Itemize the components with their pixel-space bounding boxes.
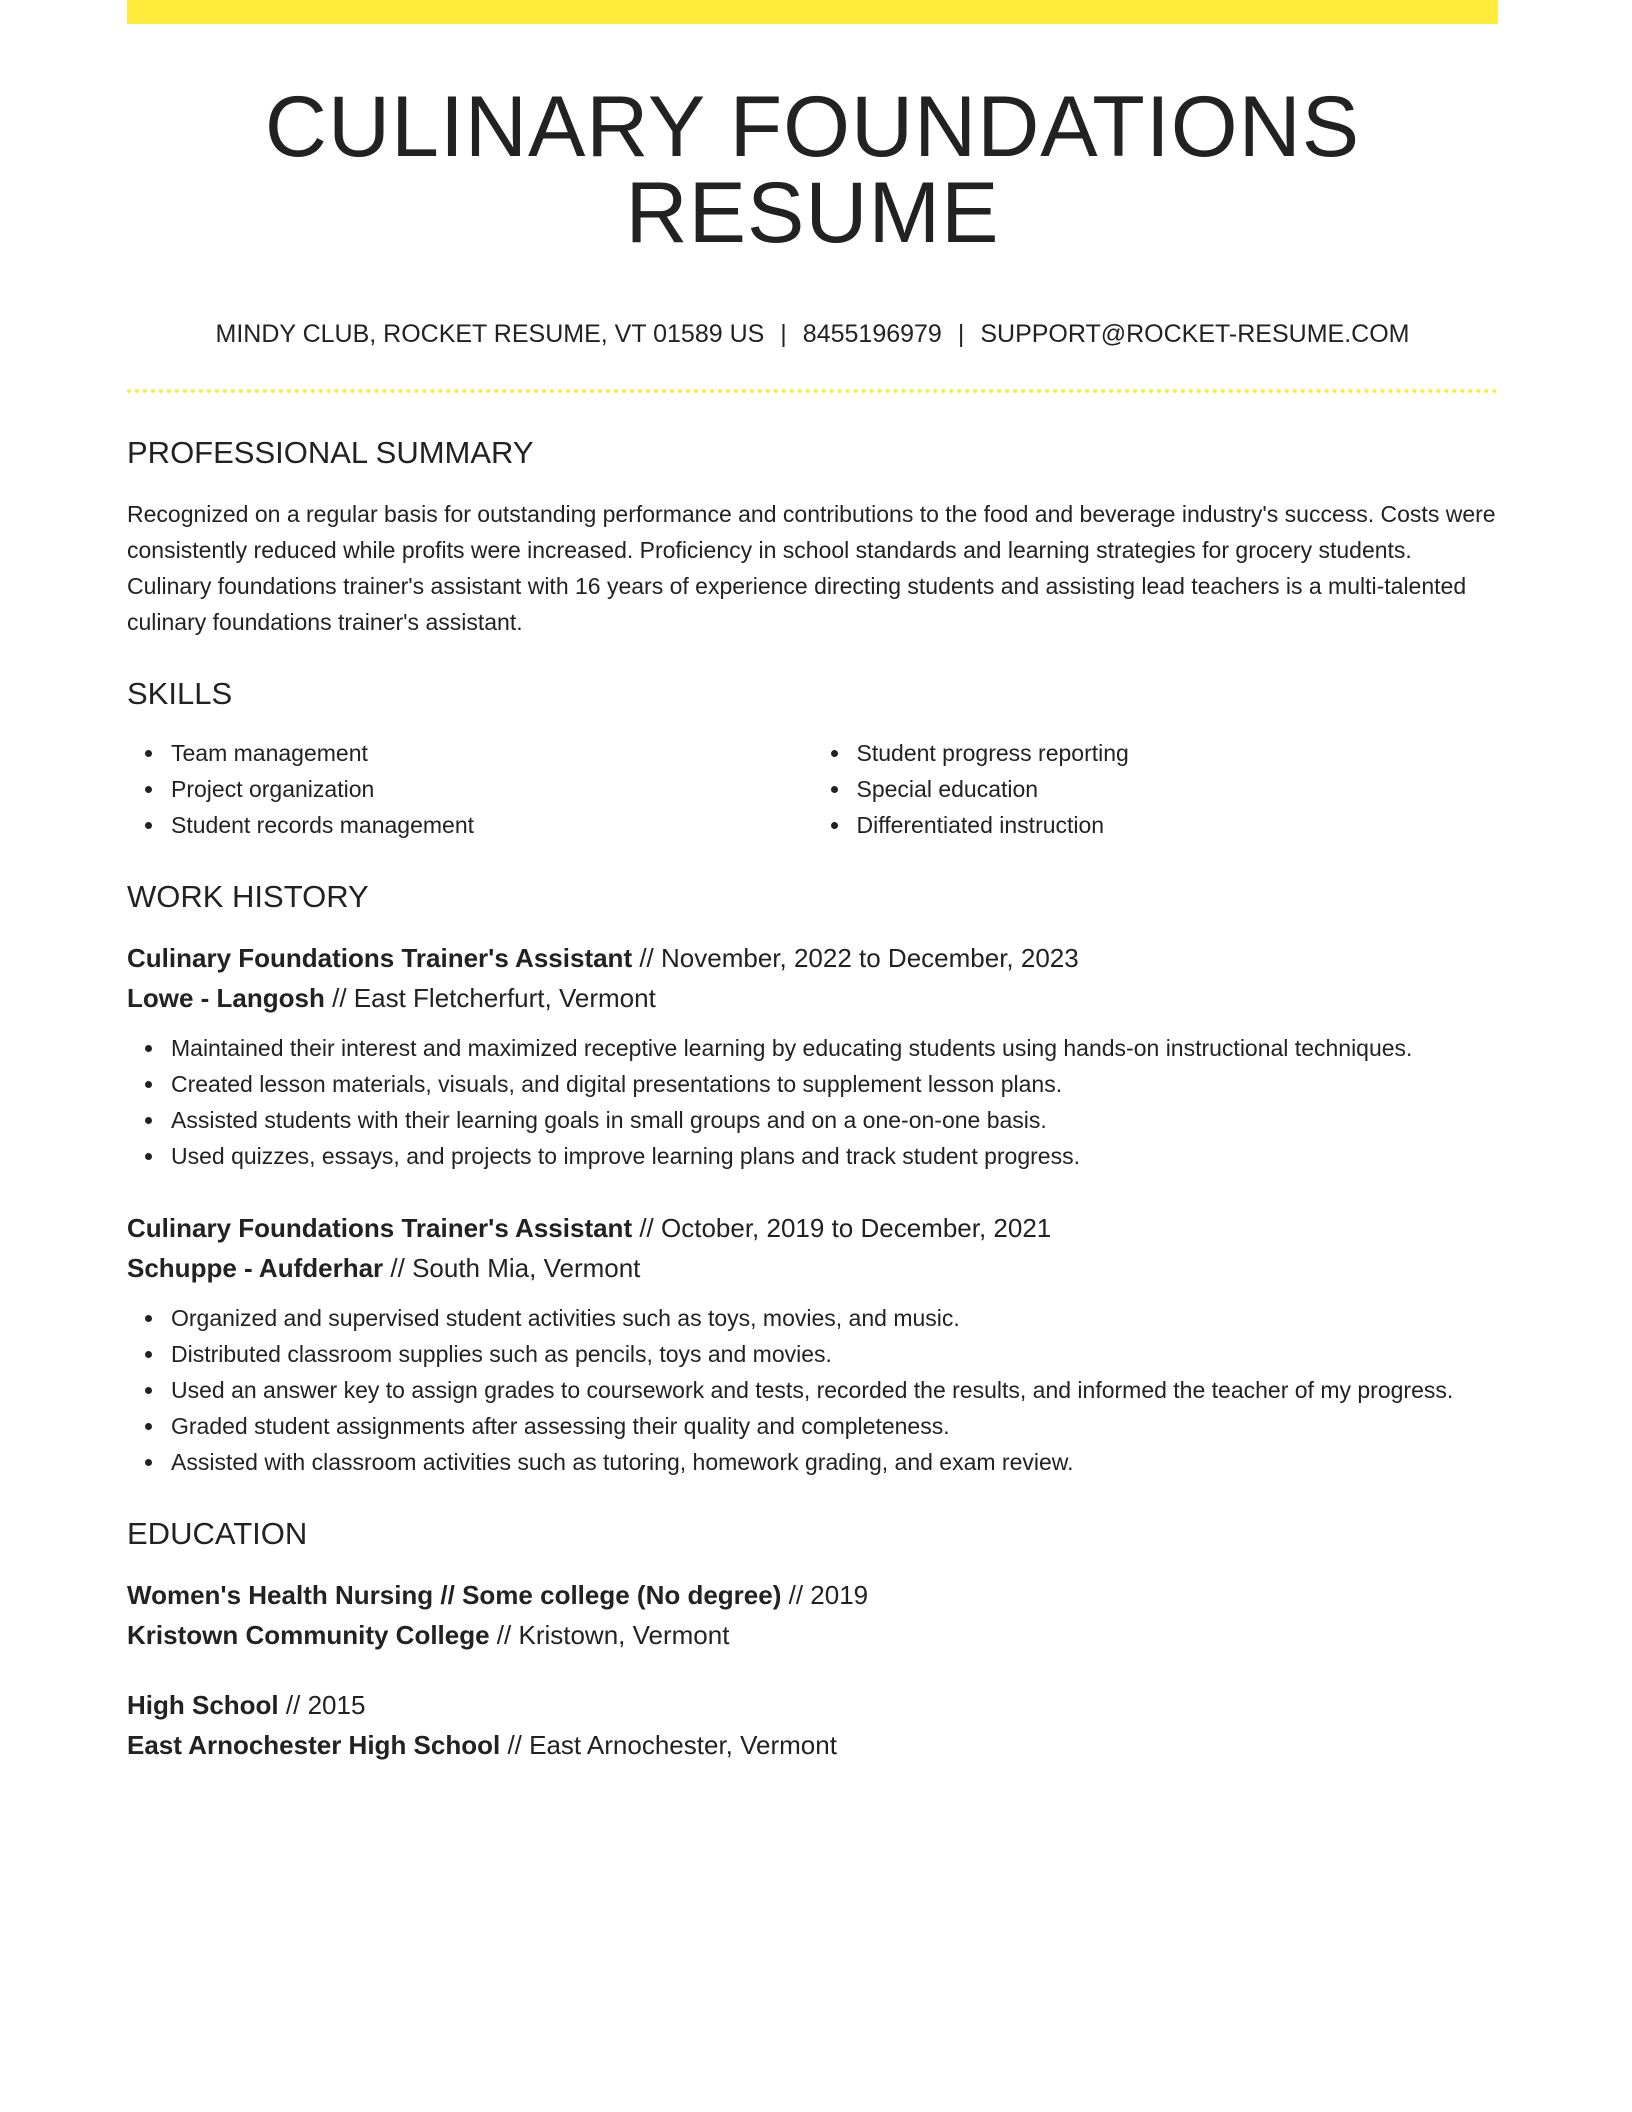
job-bullet: Organized and supervised student activities such as toys, movies, and music. [171,1300,1498,1336]
job-entry [127,1208,1498,1480]
education-school-line [127,1725,1498,1765]
education-school: East Arnochester High School [127,1730,501,1760]
job-dates: // November, 2022 to December, 2023 [632,943,1079,973]
skills-column-right [813,735,1499,843]
job-bullets [127,1300,1498,1480]
skills-heading: SKILLS [127,676,233,711]
job-bullet: Used an answer key to assign grades to coursework and tests, recorded the results, and informed the teacher of my progress. [171,1372,1498,1408]
job-location: // East Fletcherfurt, Vermont [324,983,656,1013]
job-company-line [127,978,1498,1018]
job-bullet: Assisted students with their learning goals in small groups and on a one-on-one basis. [171,1102,1498,1138]
education-entry [127,1685,1498,1765]
education-degree: High School [127,1690,279,1720]
contact-address: MINDY CLUB, ROCKET RESUME, VT 01589 US [215,320,765,348]
summary-text: Recognized on a regular basis for outstanding performance and contributions to the food and beverage industry's success. Costs were consistently reduced while profits were increased. Proficiency in school standards and learning strategies for grocery students. Culinary foundations trainer's assistant with 16 years of experience directing students and assisting lead teachers is a multi-talented culinary foundations trainer's assistant. [127,501,1496,635]
skill-item: Special education [857,771,1499,807]
education-degree: Women's Health Nursing // Some college (No degree) [127,1580,782,1610]
education-entry [127,1575,1498,1655]
job-dates: // October, 2019 to December, 2021 [632,1213,1052,1243]
education-heading: EDUCATION [127,1516,308,1551]
job-company: Lowe - Langosh [127,983,325,1013]
education-school: Kristown Community College [127,1620,490,1650]
job-entry [127,938,1498,1174]
education-location: // Kristown, Vermont [489,1620,730,1650]
contact-email: SUPPORT@ROCKET-RESUME.COM [980,320,1410,348]
skill-item: Team management [171,735,813,771]
resume-title: CULINARY FOUNDATIONS RESUME [264,79,1361,261]
skill-item: Student records management [171,807,813,843]
skills-grid [127,735,1498,843]
job-bullet: Used quizzes, essays, and projects to improve learning plans and track student progress. [171,1138,1498,1174]
skills-list-right [813,735,1499,843]
skills-column-left [127,735,813,843]
contact-separator: | [780,320,787,348]
skill-item: Project organization [171,771,813,807]
skill-item: Student progress reporting [857,735,1499,771]
job-bullet: Graded student assignments after assessing their quality and completeness. [171,1408,1498,1444]
dotted-divider [127,389,1498,393]
education-location: // East Arnochester, Vermont [500,1730,837,1760]
education-degree-line [127,1685,1498,1725]
job-company: Schuppe - Aufderhar [127,1253,384,1283]
education-year: // 2015 [278,1690,366,1720]
job-title: Culinary Foundations Trainer's Assistant [127,1213,633,1243]
education-degree-line [127,1575,1498,1615]
education-school-line [127,1615,1498,1655]
job-bullets [127,1030,1498,1174]
job-bullet: Created lesson materials, visuals, and digital presentations to supplement lesson plans. [171,1066,1498,1102]
job-bullet: Maintained their interest and maximized receptive learning by educating students using hands-on instructional techniques. [171,1030,1498,1066]
job-company-line [127,1248,1498,1288]
contact-line [127,322,1498,347]
job-title: Culinary Foundations Trainer's Assistant [127,943,633,973]
job-bullet: Distributed classroom supplies such as pencils, toys and movies. [171,1336,1498,1372]
job-title-line [127,938,1498,978]
contact-separator: | [957,320,965,348]
work-history-heading: WORK HISTORY [127,879,369,914]
skills-list-left [127,735,813,843]
job-location: // South Mia, Vermont [383,1253,641,1283]
resume-page [127,0,1498,1765]
skill-item: Differentiated instruction [857,807,1499,843]
summary-heading: PROFESSIONAL SUMMARY [127,435,534,470]
education-year: // 2019 [781,1580,869,1610]
job-bullet: Assisted with classroom activities such as tutoring, homework grading, and exam review. [171,1444,1498,1480]
accent-top-bar [127,0,1498,24]
contact-phone: 8455196979 [802,320,942,348]
job-title-line [127,1208,1498,1248]
